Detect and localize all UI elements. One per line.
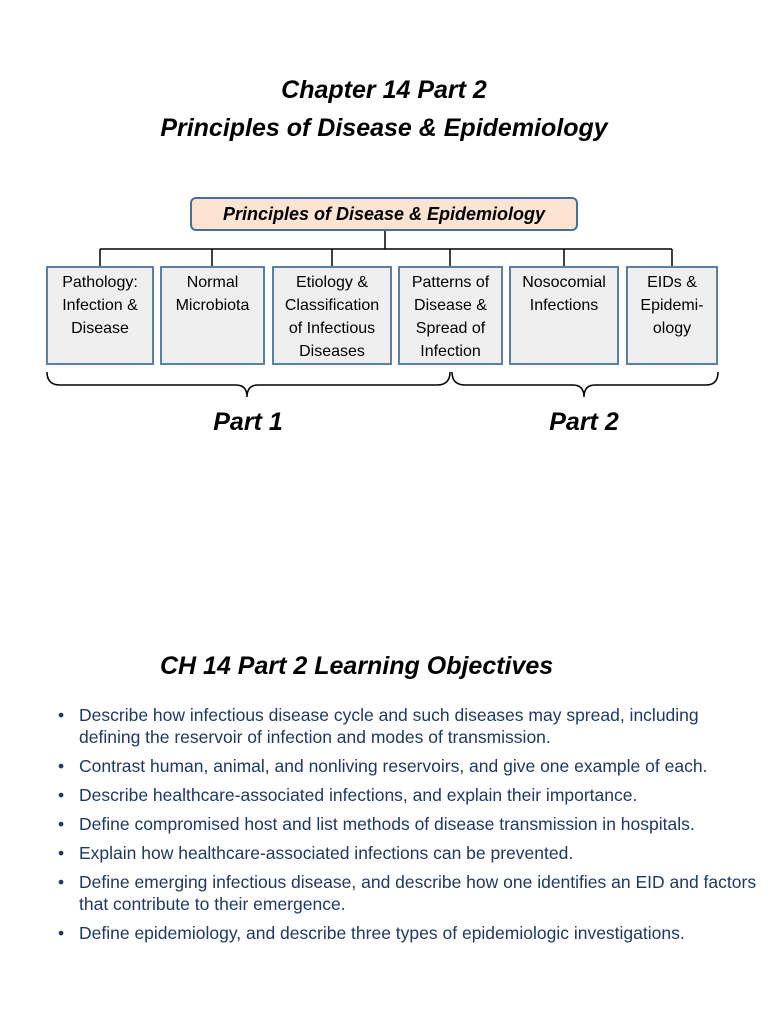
chapter-subtitle: Principles of Disease & Epidemiology bbox=[160, 114, 608, 142]
objective-item: • Describe healthcare-associated infections, and explain their importance. bbox=[58, 785, 638, 805]
part-1-label: Part 1 bbox=[213, 408, 283, 436]
objective-item: • Define emerging infectious disease, and describe how one identifies an EID and factors that contribute to their emergence. bbox=[58, 872, 757, 914]
bullet-icon: • bbox=[58, 923, 65, 943]
part-1-brace bbox=[47, 372, 450, 397]
diagram-box-etiology: Etiology & Classification of Infectious Diseases bbox=[272, 266, 392, 365]
objective-item: • Explain how healthcare-associated infections can be prevented. bbox=[58, 843, 574, 863]
bullet-icon: • bbox=[58, 756, 65, 776]
diagram-box-pathology: Pathology: Infection & Disease bbox=[46, 266, 154, 365]
diagram-box-nosocomial: Nosocomial Infections bbox=[509, 266, 619, 365]
diagram-box-eids: EIDs & Epidemi- ology bbox=[626, 266, 718, 365]
objectives-heading: CH 14 Part 2 Learning Objectives bbox=[160, 652, 554, 680]
objectives-list bbox=[58, 704, 758, 951]
objective-item: • Contrast human, animal, and nonliving reservoirs, and give one example of each. bbox=[58, 756, 708, 776]
part-2-label: Part 2 bbox=[549, 408, 619, 436]
bullet-icon: • bbox=[58, 705, 65, 725]
bullet-icon: • bbox=[58, 785, 65, 805]
diagram-root-box: Principles of Disease & Epidemiology bbox=[190, 197, 578, 231]
objective-item: • Define epidemiology, and describe three types of epidemiologic investigations. bbox=[58, 923, 685, 943]
part-2-brace bbox=[452, 372, 718, 397]
diagram-box-patterns: Patterns of Disease & Spread of Infection bbox=[398, 266, 503, 365]
bullet-icon: • bbox=[58, 872, 65, 892]
objective-item: • Define compromised host and list methods of disease transmission in hospitals. bbox=[58, 814, 695, 834]
objective-item: • Describe how infectious disease cycle and such diseases may spread, including defining the reservoir of infection and modes of transmission. bbox=[58, 705, 699, 747]
chapter-title: Chapter 14 Part 2 bbox=[281, 76, 487, 104]
bullet-icon: • bbox=[58, 843, 65, 863]
bullet-icon: • bbox=[58, 814, 65, 834]
diagram-box-normal-microbiota: Normal Microbiota bbox=[160, 266, 265, 365]
